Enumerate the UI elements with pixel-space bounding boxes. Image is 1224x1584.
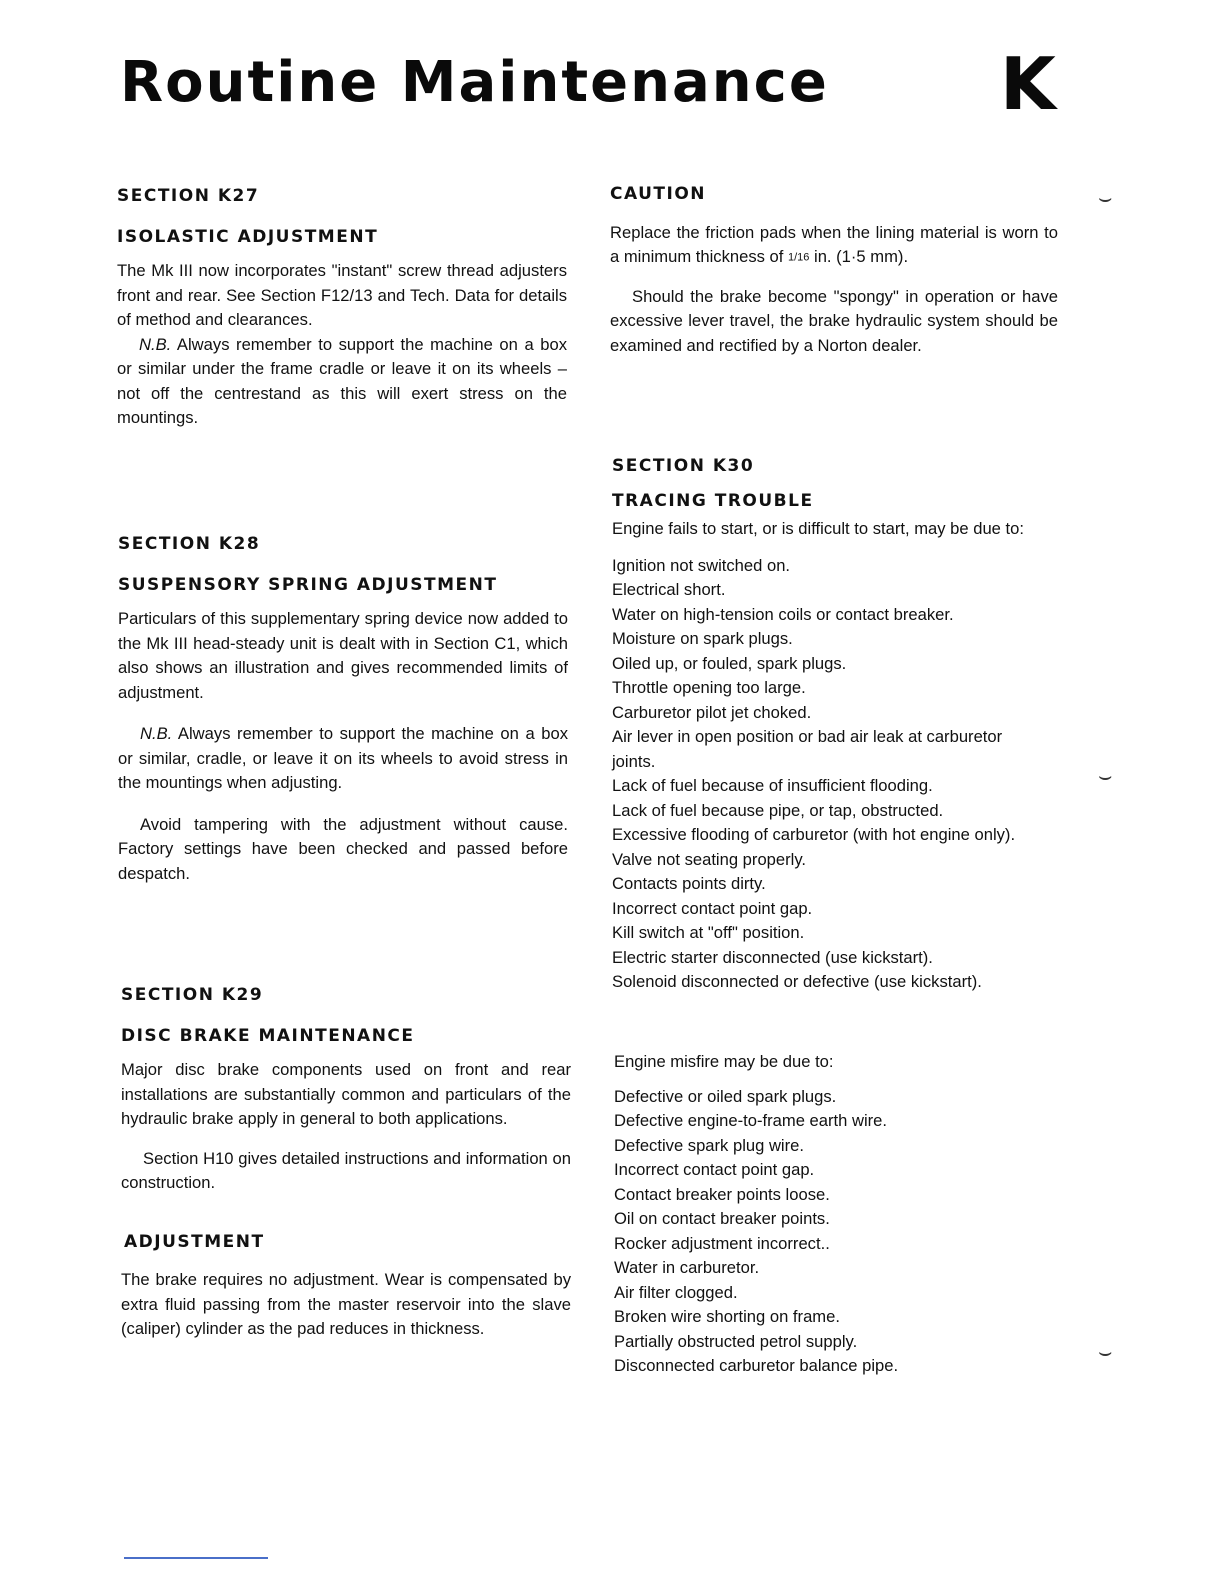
- misfire-block: [614, 1050, 1064, 1379]
- footer-rule: [124, 1557, 268, 1559]
- k29-paragraph: Major disc brake components used on front and rear installations are substantially common and particulars of the hydraulic brake apply in general to both applications.: [121, 1060, 571, 1128]
- k30-intro: Engine fails to start, or is difficult to start, may be due to:: [612, 519, 1024, 538]
- start-cause-item: Throttle opening too large.: [612, 678, 806, 697]
- k29-paragraph-2: Section H10 gives detailed instructions and information on construction.: [121, 1148, 571, 1192]
- start-cause-item: Kill switch at "off" position.: [612, 923, 805, 942]
- k27-nb-paragraph: [117, 333, 567, 431]
- caution-text-b: in. (1·5 mm).: [809, 247, 909, 266]
- k30-heading: TRACING TROUBLE: [612, 490, 814, 511]
- caution-paragraph-2: Should the brake become "spongy" in operation or have excessive lever travel, the brake hydraulic system should be examined and rectified by a Norton dealer.: [610, 286, 1058, 355]
- section-k29: [121, 983, 571, 1342]
- start-cause-item: joints.: [612, 751, 656, 771]
- start-cause-item: Incorrect contact point gap.: [612, 898, 813, 918]
- start-cause-item: Air lever in open position or bad air leak at carburetor: [612, 727, 1003, 746]
- k28-nb-label: N.B.: [140, 724, 173, 743]
- k30-section-label: SECTION K30: [612, 456, 755, 476]
- k27-heading: ISOLASTIC ADJUSTMENT: [117, 226, 379, 247]
- start-cause-item: Lack of fuel because pipe, or tap, obstructed.: [612, 800, 944, 820]
- start-cause-item: Water on high-tension coils or contact breaker.: [612, 604, 954, 624]
- misfire-cause-item: Defective spark plug wire.: [614, 1135, 804, 1155]
- start-cause-item: Valve not seating properly.: [612, 849, 807, 869]
- k27-nb-label: N.B.: [139, 334, 172, 354]
- misfire-cause-item: Air filter clogged.: [614, 1282, 738, 1302]
- k28-nb-paragraph: [118, 722, 568, 796]
- k28-paragraph-3: Avoid tampering with the adjustment without cause. Factory settings have been checked and passed before despatch.: [118, 814, 568, 883]
- misfire-cause-item: Partially obstructed petrol supply.: [614, 1331, 858, 1351]
- misfire-cause-item: Water in carburetor.: [614, 1258, 760, 1277]
- start-cause-item: Electric starter disconnected (use kickstart).: [612, 947, 933, 967]
- section-k28: [118, 532, 568, 886]
- start-cause-item: Lack of fuel because of insufficient flooding.: [612, 776, 933, 795]
- margin-mark: ⌣: [1098, 186, 1113, 211]
- caution-block: [610, 182, 1058, 358]
- caution-heading: CAUTION: [610, 184, 707, 204]
- k27-paragraph: The Mk III now incorporates "instant" screw thread adjusters front and rear. See Section F12/13 and Tech. Data for details of method and clearances.: [117, 261, 567, 329]
- margin-mark: ⌣: [1098, 1340, 1113, 1365]
- margin-mark: ⌣: [1098, 764, 1113, 789]
- k28-nb-text: Always remember to support the machine on a box or similar, cradle, or leave it on its wheels to avoid stress in the mountings when adjusting.: [118, 724, 568, 792]
- k28-heading: SUSPENSORY SPRING ADJUSTMENT: [118, 574, 498, 595]
- section-k30: [612, 454, 1062, 995]
- k29-section-label: SECTION K29: [121, 985, 264, 1005]
- start-causes-list: [612, 554, 1062, 995]
- misfire-cause-item: Contact breaker points loose.: [614, 1184, 830, 1204]
- k28-section-label: SECTION K28: [118, 534, 261, 554]
- section-letter: K: [1000, 42, 1056, 126]
- misfire-intro: Engine misfire may be due to:: [614, 1052, 834, 1071]
- misfire-cause-item: Incorrect contact point gap.: [614, 1160, 815, 1179]
- start-cause-item: Electrical short.: [612, 580, 726, 599]
- start-cause-item: Excessive flooding of carburetor (with hot engine only).: [612, 825, 1016, 844]
- start-cause-item: Moisture on spark plugs.: [612, 629, 793, 648]
- start-cause-item: Carburetor pilot jet choked.: [612, 702, 812, 722]
- start-cause-item: Ignition not switched on.: [612, 555, 791, 575]
- k29-adjustment-heading: ADJUSTMENT: [124, 1231, 265, 1252]
- misfire-cause-item: Oil on contact breaker points.: [614, 1209, 830, 1228]
- misfire-cause-item: Defective engine-to-frame earth wire.: [614, 1111, 887, 1130]
- misfire-cause-item: Rocker adjustment incorrect..: [614, 1233, 830, 1253]
- section-k27: [117, 184, 567, 431]
- start-cause-item: Contacts points dirty.: [612, 874, 766, 893]
- caution-fraction: 1/16: [787, 251, 810, 264]
- start-cause-item: Solenoid disconnected or defective (use kickstart).: [612, 972, 982, 991]
- misfire-cause-item: Broken wire shorting on frame.: [614, 1307, 840, 1326]
- caution-text-a: Replace the friction pads when the lining material is worn to a minimum thickness of: [610, 222, 1058, 266]
- k27-section-label: SECTION K27: [117, 186, 260, 206]
- misfire-cause-item: Disconnected carburetor balance pipe.: [614, 1356, 899, 1375]
- page-title: Routine Maintenance: [120, 50, 829, 115]
- k29-adjustment-text: The brake requires no adjustment. Wear is compensated by extra fluid passing from the master reservoir into the slave (caliper) cylinder as the pad reduces in thickness.: [121, 1270, 571, 1338]
- k28-paragraph: Particulars of this supplementary spring device now added to the Mk III head-steady unit is dealt with in Section C1, which also shows an illustration and gives recommended limits of adjustment.: [118, 609, 568, 702]
- start-cause-item: Oiled up, or fouled, spark plugs.: [612, 653, 847, 673]
- caution-paragraph: [610, 221, 1058, 270]
- misfire-causes-list: [614, 1085, 1064, 1379]
- misfire-cause-item: Defective or oiled spark plugs.: [614, 1086, 837, 1106]
- k27-nb-text: Always remember to support the machine on a box or similar under the frame cradle or leave it on its wheels – not off the centrestand as this will exert stress on the mountings.: [117, 334, 567, 427]
- k29-heading: DISC BRAKE MAINTENANCE: [121, 1025, 415, 1046]
